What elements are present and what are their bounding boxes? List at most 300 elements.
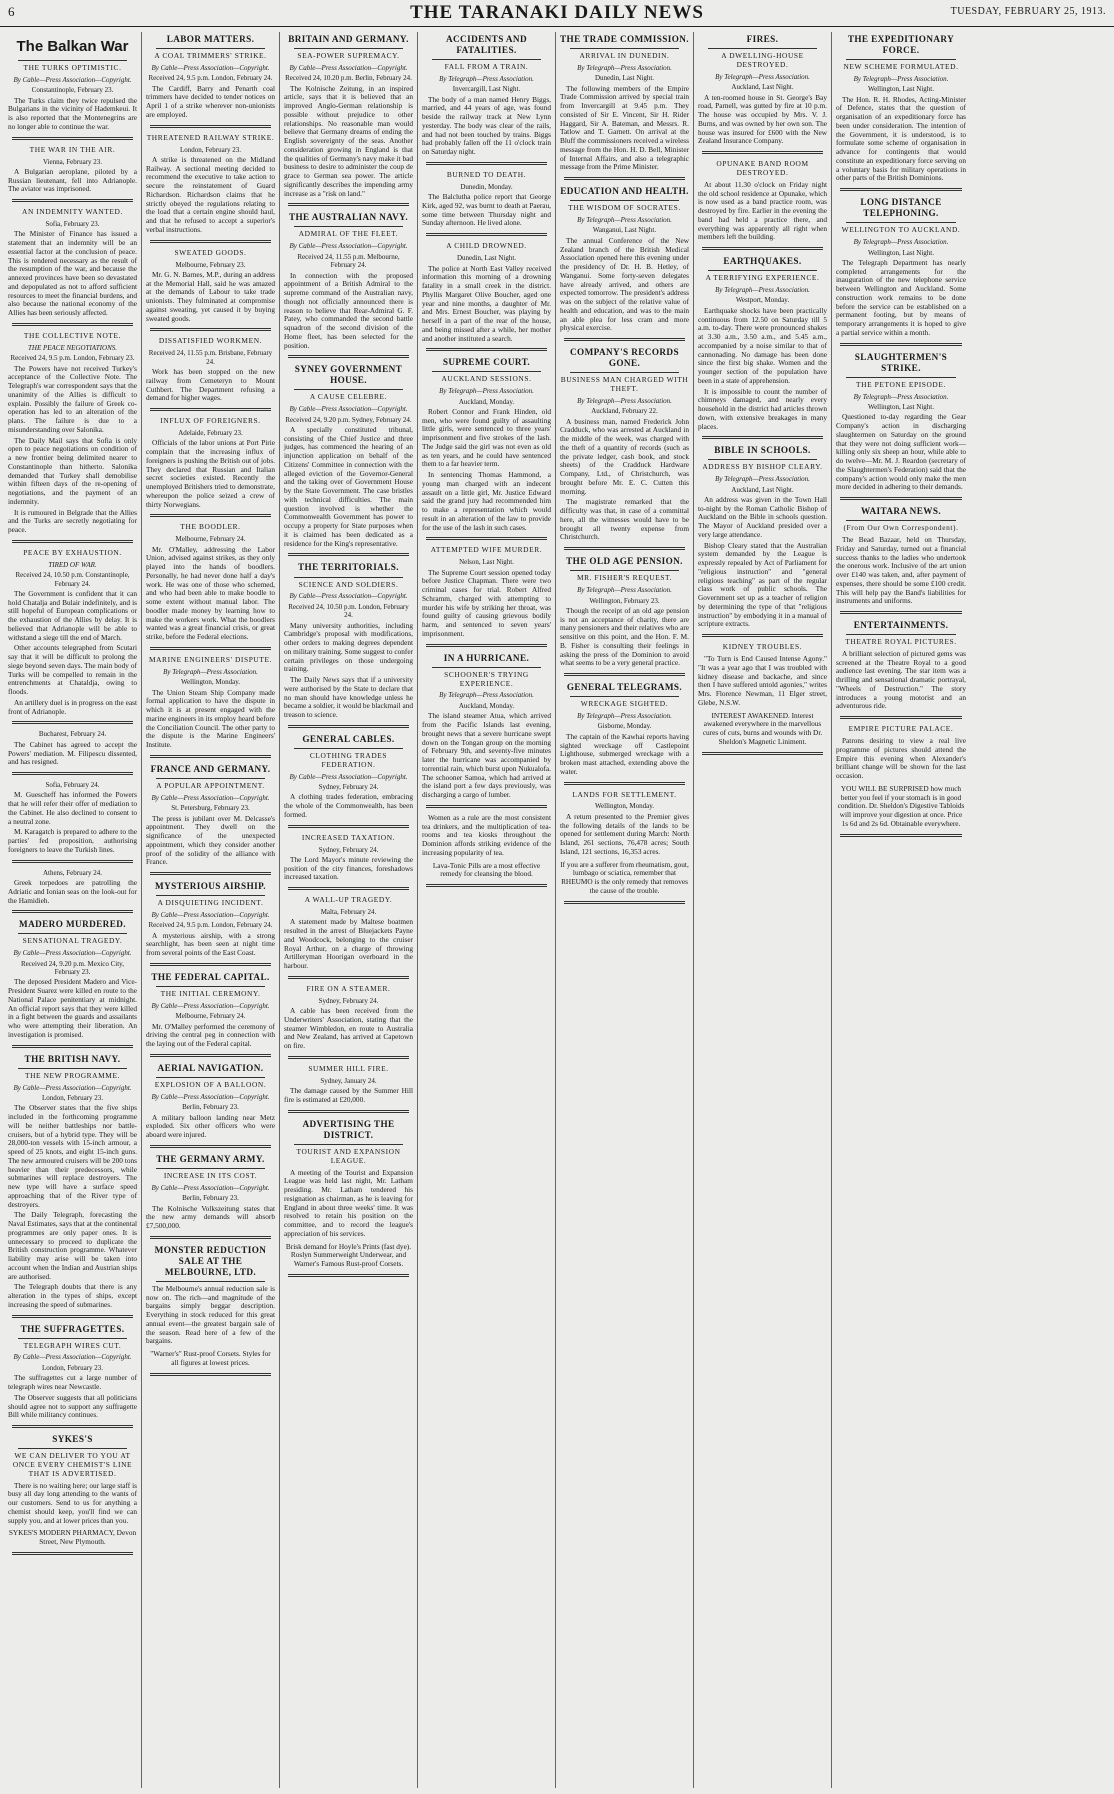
- article: [422, 34, 551, 165]
- article: [146, 134, 275, 243]
- article-paragraph: The Melbourne's annual reduction sale is now on. The rich—and magnitude of the bargains simply beggar description. Everything in stock reduced for this great annual event—the greatest bargain sale of the season. Read here of a few of the bargains.: [146, 1283, 275, 1346]
- article: [422, 242, 551, 351]
- article-paragraph: Mr. O'Malley performed the ceremony of driving the central peg in connection with the laying out of the Federal capital.: [146, 1021, 275, 1049]
- article-separator: [702, 151, 823, 154]
- byline: TIRED OF WAR.: [48, 560, 97, 569]
- article-paragraph: The Minister of Finance has issued a statement that an indemnity will be an essential factor at the conclusion of peace. This is rendered necessary as the result of the resumption of the war, and because the annexed provinces have been so devastated and depopulated as not to afford sufficient resources to meet the financial burdens, and also because the national economy of the Allies has been seriously affected.: [8, 229, 137, 318]
- article-paragraph: "To Turn is End Caused Intense Agony." "It was a year ago that I was troubled with kidney disease and backache, and since then I have suffered untold agonies," writes Mrs. Florence Newman, 11 Elger street, Glebe, N.S.W.: [698, 654, 827, 707]
- article-separator: [12, 772, 133, 775]
- dateline: Auckland, Monday.: [458, 397, 515, 406]
- article-paragraph: In sentencing Thomas Hammond, a young man charged with an indecent assault on a little girl, Mr. Justice Edward said the grand jury had recommended him to make a representation which would result in an alteration of the law to provide for the use of the lash in such cases.: [422, 470, 551, 532]
- dateline: Auckland, Last Night.: [731, 83, 794, 92]
- article-separator: [12, 910, 133, 913]
- byline: By Cable—Press Association—Copyright.: [13, 75, 132, 84]
- article-subheading: FIRE ON A STEAMER.: [306, 983, 391, 993]
- article-paragraph: The Observer states that the five ships included in the forthcoming programme will be neither battleships nor battle-cruisers, but of a hybrid type. They will be 28,000-ton vessels with 15-inch armour, a speed of 25 knots, and eight 15-inch guns. The new armoured cruisers will be 200 tons heavier than their predecessors, while submarines will replace destroyers. The new type will have a surface speed approaching that of the River type of destroyers.: [8, 1103, 137, 1209]
- article-paragraph: The Daily Telegraph, forecasting the Naval Estimates, says that at the continental programmes are only paper ones. It is unnecessary to proceed to duplicate the British construction programme. Whatever liability may arise will be taken into account when the Indian and Austrian ships are authorised.: [8, 1210, 137, 1281]
- article-separator: [12, 1425, 133, 1428]
- article-paragraph: Mr. G. N. Barnes, M.P., during an address at the Memorial Hall, said he was amazed at the demands of Labour to take trade unionists. They fulminated at compromise against sweating, yet caused it by buying sweated goods.: [146, 269, 275, 323]
- article-separator: [150, 1145, 271, 1148]
- article-paragraph: The magistrate remarked that the difficulty was that, in case of a committal here, all the witnesses would have to be brought all twenty expense from Christchurch.: [560, 497, 689, 542]
- article-paragraph: The police at North East Valley received information this morning of a drowning fatality in a small creek in the district. Phyllis Margaret Olive Boucher, aged one year and nine months, a daughter of Mr. and Mrs. Ernest Boucher, was playing by herself in a part of the rear of the house, and being missed after a while, her mother and another instituted a search.: [422, 263, 551, 343]
- article-subheading: THEATRE ROYAL PICTURES.: [845, 637, 957, 647]
- dateline: Berlin, February 23.: [182, 1103, 239, 1112]
- article-subheading: TELEGRAPH WIRES CUT.: [23, 1340, 122, 1350]
- byline: By Cable—Press Association—Copyright.: [13, 1083, 132, 1092]
- dateline: Received 24, 10.20 p.m. Berlin, February 24.: [285, 74, 412, 83]
- article-separator: [702, 436, 823, 439]
- article-paragraph: The damage caused by the Summer Hill fire is estimated at £20,000.: [284, 1086, 413, 1104]
- article-separator: [12, 540, 133, 543]
- article-paragraph: The deposed President Madero and Vice-President Suarez were killed en route to the National Palace penitentiary at midnight. An official report says that they were killed in a fight between the guards and assailants who were attempting their liberation. An investigation is promised.: [8, 977, 137, 1039]
- article-headline: ACCIDENTS AND FATALITIES.: [445, 34, 527, 56]
- article-headline: ENTERTAINMENTS.: [853, 620, 949, 631]
- article-headline: COMPANY'S RECORDS GONE.: [570, 347, 679, 369]
- article-subheading: EXPLOSION OF A BALLOON.: [154, 1079, 267, 1089]
- article: [146, 1154, 275, 1239]
- article: [560, 34, 689, 180]
- article-headline: FRANCE AND GERMANY.: [150, 763, 271, 774]
- article-subheading: BUSINESS MAN CHARGED WITH THEFT.: [560, 375, 689, 394]
- article-subheading: THE BOODLER.: [180, 522, 241, 532]
- article: [8, 781, 137, 863]
- article-separator: [564, 547, 685, 550]
- article-separator: [12, 137, 133, 140]
- article-headline: THE TRADE COMMISSION.: [560, 34, 689, 44]
- byline: By Cable—Press Association—Copyright.: [151, 1183, 270, 1192]
- byline: By Cable—Press Association—Copyright.: [289, 772, 408, 781]
- article: [698, 34, 827, 154]
- article-paragraph: M. Guescheff has informed the Powers that he will refer their offer of mediation to the Cabinet. He also declined to consent to a neutral zone.: [8, 790, 137, 826]
- newspaper-columns: [4, 32, 1110, 1788]
- dateline: Sydney, January 24.: [320, 1076, 377, 1085]
- dateline: Wanganui, Last Night.: [592, 226, 657, 235]
- article-separator: [288, 203, 409, 206]
- article: [8, 549, 137, 725]
- article-separator: [150, 408, 271, 411]
- article-paragraph: An artillery duel is in progress on the east front of Adrianople.: [8, 697, 137, 716]
- article: [8, 730, 137, 775]
- article-separator: [702, 247, 823, 250]
- advertisement-text: INTEREST AWAKENED. Interest awakened everywhere in the marvellous cures of cuts, burns and wounds with Dr. Sheldon's Magnetic Liniment.: [702, 710, 823, 746]
- article-subheading: INFLUX OF FOREIGNERS.: [160, 416, 261, 426]
- article: [8, 1434, 137, 1555]
- byline: By Cable—Press Association—Copyright.: [151, 1001, 270, 1010]
- article-subheading: ADMIRAL OF THE FLEET.: [298, 229, 399, 239]
- article-subheading: MARINE ENGINEERS' DISPUTE.: [148, 654, 273, 664]
- dateline: Melbourne, February 24.: [175, 1012, 246, 1021]
- dateline: Sydney, February 24.: [318, 845, 379, 854]
- article-separator: [288, 1056, 409, 1059]
- advertisement-text: Lava-Tonic Pills are a most effective remedy for cleansing the blood.: [432, 860, 541, 879]
- article-headline: MADERO MURDERED.: [19, 919, 126, 930]
- article-paragraph: An address was given in the Town Hall to-night by the Roman Catholic Bishop of Auckland on the Bible in schools question. The Mayor of Auckland presided over a very large attendance.: [698, 494, 827, 539]
- article-subheading: A TERRIFYING EXPERIENCE.: [705, 273, 820, 283]
- article-paragraph: Women as a rule are the most consistent tea drinkers, and the multiplication of tea-rooms and tea kiosks throughout the Dominion affords striking evidence of the increasing popularity of tea.: [422, 812, 551, 857]
- article: [8, 1324, 137, 1428]
- dateline: Berlin, February 23.: [182, 1194, 239, 1203]
- article: [8, 919, 137, 1047]
- article-headline: THE AUSTRALIAN NAVY.: [288, 212, 409, 223]
- dateline: Sofia, February 23.: [45, 220, 100, 229]
- article-separator: [564, 338, 685, 341]
- dateline: Wellington, Last Night.: [868, 85, 934, 94]
- dateline: London, February 23.: [41, 1363, 104, 1372]
- article-paragraph: The Government is confident that it can hold Chatalja and Bulair indefinitely, and is still hopeful of European complications or the exhaustion of the Allies by delay. It is believed that Adrianople will be able to withstand a siege till the end of March.: [8, 588, 137, 642]
- article: [560, 556, 689, 676]
- divider: [294, 1144, 403, 1145]
- advertisement-text: "Warner's" Rust-proof Corsets. Styles for all figures at lowest prices.: [150, 1349, 271, 1367]
- article: [836, 197, 966, 345]
- article-headline: THE EXPEDITIONARY FORCE.: [847, 34, 955, 56]
- article-headline: MYSTERIOUS AIRSHIP.: [155, 881, 266, 891]
- article-separator: [426, 537, 547, 540]
- article-paragraph: The Cabinet has agreed to accept the Powers' mediation. M. Filipescu dissented, and has resigned.: [8, 739, 137, 767]
- column-3: [280, 32, 418, 1788]
- article-paragraph: A cable has been received from the Underwriters' Association, stating that the steamer Wimbledon, en route to Australia and New Zealand, has arrived at Capetown on fire.: [284, 1006, 413, 1051]
- article-headline: THE SUFFRAGETTES.: [20, 1323, 125, 1334]
- article-paragraph: The Kolnische Zeitung, in an inspired article, says that it is believed that an improved Anglo-German relationship is possible without prejudice to other relationships. No reasonable man would believe that Germany dreams of ending the English sovereignty of the seas. Another consideration growing in England is that the qualities of Germany's navy make it bad business to desire to administer the coup de grace to German sea power. The article significantly describes the impending army increase as a "risk on land.": [284, 83, 413, 198]
- article: [422, 171, 551, 236]
- article-subheading: PEACE BY EXHAUSTION.: [23, 547, 122, 557]
- byline: By Telegraph—Press Association.: [577, 396, 672, 405]
- article-subheading: WELLINGTON TO AUCKLAND.: [841, 225, 961, 235]
- article-subheading: SENSATIONAL TRAGEDY.: [22, 936, 123, 946]
- article-headline: AERIAL NAVIGATION.: [157, 1062, 264, 1073]
- article: [422, 357, 551, 540]
- article-separator: [12, 860, 133, 863]
- article-headline: SUPREME COURT.: [442, 357, 531, 368]
- article-separator: [426, 233, 547, 236]
- article: [146, 249, 275, 332]
- article: [146, 881, 275, 966]
- article-headline: The Balkan War: [16, 38, 129, 55]
- article-separator: [840, 343, 962, 346]
- article-paragraph: A return presented to the Premier gives the following details of the lands to be opened for settlement during March: North Island, 261 sections, 76,478 acres; South Island, 121 sections, 16,353 acres.: [560, 811, 689, 856]
- article-subheading: SEA-POWER SUPREMACY.: [297, 51, 400, 61]
- article-separator: [564, 782, 685, 785]
- article-headline: EARTHQUAKES.: [723, 256, 802, 267]
- article-subheading: KIDNEY TROUBLES.: [722, 642, 803, 652]
- article-paragraph: Greek torpedoes are patrolling the Adriatic and Ionian seas on the look-out for the Hamidieh.: [8, 878, 137, 905]
- column-2: [142, 32, 280, 1788]
- divider: [156, 48, 265, 49]
- article: [284, 562, 413, 727]
- article-subheading: BURNED TO DEATH.: [446, 169, 527, 179]
- article-separator: [288, 1274, 409, 1277]
- divider: [18, 1068, 127, 1069]
- article-headline: LONG DISTANCE TELEPHONING.: [860, 197, 942, 219]
- article: [284, 834, 413, 891]
- article-paragraph: Patrons desiring to view a real live programme of pictures should attend the Empire this evening when Alexander's brilliant change will be shown for the last occasion.: [836, 736, 966, 781]
- article-separator: [288, 887, 409, 890]
- article-headline: BIBLE IN SCHOOLS.: [714, 445, 811, 456]
- byline: By Telegraph—Press Association.: [577, 216, 672, 225]
- article-subheading: SUMMER HILL FIRE.: [308, 1063, 389, 1073]
- dateline: Received 24, 11.55 p.m. Brisbane, February 24.: [148, 349, 273, 366]
- issue-date: TUESDAY, FEBRUARY 25, 1913.: [950, 6, 1106, 17]
- article-subheading: A COAL TRIMMERS' STRIKE.: [154, 51, 267, 61]
- divider: [294, 389, 403, 390]
- article-separator: [150, 125, 271, 128]
- article-paragraph: A meeting of the Tourist and Expansion League was held last night, Mr. Latham presiding. Mr. Latham tendered his resignation as chairman, as he is leaving for England in about three weeks' time. It was resolved to retain his position on the committee, and to record the league's appreciation of his services.: [284, 1167, 413, 1238]
- article-headline: THE TERRITORIALS.: [298, 562, 399, 573]
- article-headline: THE OLD AGE PENSION.: [566, 556, 683, 567]
- article-paragraph: The annual Conference of the New Zealand branch of the British Medical Association opened here this evening under the presidency of Dr. H. B. Hetley, of Wanganui. Some forty-seven delegates have already arrived, and others are expected tomorrow. The president's address was on the subject of the relative value of health and education, and was to the main an able plea for less cram and more physical exercise.: [560, 235, 689, 333]
- article: [422, 814, 551, 887]
- article: [146, 34, 275, 128]
- article: [560, 682, 689, 784]
- article-subheading: FALL FROM A TRAIN.: [444, 62, 529, 72]
- dateline: Melbourne, February 24.: [175, 535, 246, 544]
- article-paragraph: Other accounts telegraphed from Scutari say that it will be difficult to prolong the siege beyond seven days. The main body of Turks will be compelled to remain in the entrenchments at Chataldja, owing to floods.: [8, 643, 137, 697]
- article-subheading: INCREASE IN ITS COST.: [163, 1170, 258, 1180]
- article-paragraph: The Cardiff, Barry and Penarth coal trimmers have decided to tender notices on April 1 of a strike wherever non-unionists are employed.: [146, 83, 275, 119]
- dateline: Dunedin, Last Night.: [456, 254, 517, 263]
- article-separator: [150, 647, 271, 650]
- article: [284, 212, 413, 358]
- article-subheading: THE WAR IN THE AIR.: [29, 144, 116, 154]
- dateline: Wellington, February 23.: [589, 596, 660, 605]
- dateline: Wellington, Last Night.: [868, 403, 934, 412]
- column-1: [4, 32, 142, 1788]
- article: [698, 445, 827, 637]
- dateline: Gisborne, Monday.: [597, 722, 652, 731]
- article-paragraph: A specially constituted tribunal, consisting of the Chief Justice and three judges, has commenced the hearing of an injunction application on behalf of the Citizens' Committee in connection with the alleged eviction of the Governor-General and the taking over of Government House by the State Government. The case bristles with technical difficulties. The main question involved is whether the Commonwealth Government has power to occupy a property for State purposes when it is claimed has been dedicated as a residence for the King's representative.: [284, 424, 413, 548]
- byline: By Telegraph—Press Association.: [715, 475, 810, 484]
- article-subheading: SCIENCE AND SOLDIERS.: [298, 579, 399, 589]
- article-subheading: THE INITIAL CEREMONY.: [160, 988, 261, 998]
- article-subheading: SWEATED GOODS.: [174, 247, 247, 257]
- byline: By Telegraph—Press Association.: [853, 74, 949, 83]
- article-separator: [840, 497, 962, 500]
- article-subheading: MR. FISHER'S REQUEST.: [576, 573, 673, 583]
- dateline: St. Petersburg, February 23.: [171, 804, 250, 813]
- article-paragraph: The Daily Mail says that Sofia is only open to peace negotiations on condition of a new frontier being delimited nearer to Constantinople than hitherto. Salonika demanded that Turkey shall demobilise within fifteen days of the re-opening of negotiations, and the payment of an indemnity.: [8, 435, 137, 506]
- page-number: 6: [8, 4, 15, 19]
- article-paragraph: The Telegraph Department has nearly completed arrangements for the inauguration of the new telephone service between Wellington and Auckland. Some construction work remains to be done before the service can be established on a permanent footing, but by means of temporary arrangements it is hoped to give a partial service within a month.: [836, 257, 966, 337]
- article-headline: SLAUGHTERMEN'S STRIKE.: [854, 351, 948, 373]
- article-paragraph: A Bulgarian aeroplane, piloted by a Russian lieutenant, fell into Adrianople. The aviator was imprisoned.: [8, 166, 137, 194]
- dateline: Received 24, 9.5 p.m. London, February 23.: [10, 354, 135, 363]
- article-paragraph: The Telegraph doubts that there is any alteration in the types of ships, except increasing the speed of submarines.: [8, 1282, 137, 1309]
- article-paragraph: The Hon. R. H. Rhodes, Acting-Minister of Defence, states that the question of organisation of an expeditionary force has been under consideration. The intention of the Government, it is understood, is to formulate some scheme of organisation in advance for contingents that would constitute an expeditionary force serving on a voluntary basis for military operations in other parts of the British Dominions.: [836, 94, 966, 183]
- article-subheading: THE PETONE EPISODE.: [856, 379, 946, 389]
- divider: [570, 48, 679, 49]
- article: [284, 1119, 413, 1277]
- divider: [156, 1281, 265, 1282]
- article-paragraph: There is no waiting here; our large staff is busy all day long attending to the wants of our customers. Send to us for anything a chemist should keep, you'll find we can supply you, and at lower prices than you.: [8, 1480, 137, 1525]
- dateline: Malta, February 24.: [320, 908, 377, 917]
- article-separator: [288, 1110, 409, 1113]
- byline: By Telegraph—Press Association.: [577, 586, 672, 595]
- divider: [156, 1077, 265, 1078]
- article: [698, 643, 827, 754]
- article-paragraph: M. Karagatch is prepared to adhere to the parties' fed proposition, authorising foreigners to leave the Turkish lines.: [8, 827, 137, 854]
- article-paragraph: A clothing trades federation, embracing the whole of the Commonwealth, has been formed.: [284, 792, 413, 819]
- byline: By Telegraph—Press Association.: [577, 712, 672, 721]
- divider: [294, 226, 403, 227]
- divider: [18, 1448, 127, 1449]
- article-subheading: NEW SCHEME FORMULATED.: [843, 62, 959, 72]
- byline: By Cable—Press Association—Copyright.: [151, 910, 270, 919]
- article-separator: [288, 825, 409, 828]
- article: [284, 734, 413, 828]
- masthead: THE TARANAKI DAILY NEWS: [410, 2, 704, 23]
- article-paragraph: The press is jubilant over M. Delcasse's appointment. They dwell on the significance of the unexpected appointment, which they consider another proof of the solidity of the alliance with France.: [146, 813, 275, 867]
- article-paragraph: The Turks claim they twice repulsed the Bulgarians in the vicinity of Hademkeui. It is also reported that the Montenegrins are no longer able to continue the war.: [8, 95, 137, 131]
- article-paragraph: Questioned to-day regarding the Gear Company's action in discharging slaughtermen on Saturday on the ground that they were not doing sufficient work—killing only six sheep an hour, while able to do twelve—Mr. M. J. Reardon (secretary of the Slaughtermen's Federation) said that the company's action would only make the men more decided in adhering to their demands.: [836, 412, 966, 492]
- article-headline: GENERAL TELEGRAMS.: [566, 682, 683, 693]
- article: [146, 656, 275, 758]
- dateline: Received 24, 10.50 p.m. Constantinople, February 24.: [15, 571, 130, 588]
- article-subheading: THE COLLECTIVE NOTE.: [23, 330, 122, 340]
- article-paragraph: A military balloon landing near Metz exploded. Six other officers who were aboard were injured.: [146, 1112, 275, 1140]
- dateline: Adelaide, February 23.: [178, 429, 243, 437]
- article-separator: [12, 1045, 133, 1048]
- dateline: Dunedin, Monday.: [460, 182, 513, 191]
- article: [8, 208, 137, 326]
- dateline: Auckland, February 22.: [591, 407, 658, 416]
- byline: By Cable—Press Association—Copyright.: [289, 592, 408, 601]
- dateline: Bucharest, February 24.: [38, 730, 107, 739]
- article: [8, 146, 137, 203]
- article-paragraph: The Bead Bazaar, held on Thursday, Friday and Saturday, turned out a financial success thanks to the ladies who undertook the onerous work. Inclusive of the art union over £140 was taken, and, after payment of expenses, there should be some £100 credit. This will help pay the Band's liabilities for instruments and uniforms.: [836, 535, 966, 606]
- dateline: Nelson, Last Night.: [459, 558, 514, 567]
- byline: By Cable—Press Association—Copyright.: [289, 405, 408, 414]
- article-paragraph: A ten-roomed house in St. George's Bay road, Parnell, was gutted by fire at 10 p.m. The house was occupied by Mrs. V. J. Burns, and was owned by her own son. The house was insured for £600 with the New Zealand Insurance Company.: [698, 92, 827, 146]
- article-separator: [12, 1315, 133, 1318]
- dateline: Wellington, Monday.: [180, 678, 241, 687]
- dateline: Melbourne, February 23.: [175, 260, 246, 269]
- article-headline: SYKES'S: [52, 1434, 93, 1445]
- article-separator: [840, 188, 962, 191]
- article-separator: [426, 644, 547, 647]
- byline: By Telegraph—Press Association.: [163, 667, 258, 676]
- article-paragraph: Earthquake shocks have been practically continuous from 12.50 on Saturday till 5 a.m. to-day. There were pronounced shakes at 3.30 a.m., 3.50 a.m., and 5.45 a.m., accompanied by a noise similar to that of cannonading. No damage has been done since the first big shake. Women and the younger section of the population have been in a state of apprehension.: [698, 305, 827, 385]
- advertisement-text: SYKES'S MODERN PHARMACY, Devon Street, New Plymouth.: [8, 1528, 137, 1547]
- article-paragraph: Many university authorities, including Cambridge's proposal with modifications, other orders to making degrees dependent on military training. Some suggest to confer certain privileges on those undergoing training.: [284, 620, 413, 674]
- article-separator: [840, 716, 962, 719]
- article: [146, 417, 275, 517]
- article-subheading: SCHOONER'S TRYING EXPERIENCE.: [444, 669, 529, 688]
- article-subheading: ATTEMPTED WIFE MURDER.: [430, 545, 543, 555]
- article-separator: [288, 976, 409, 979]
- dateline: Received 24, 9.20 p.m. Mexico City, February 23.: [21, 959, 124, 976]
- divider: [18, 1338, 127, 1339]
- article-headline: SYNEY GOVERNMENT HOUSE.: [294, 364, 403, 386]
- article-paragraph: It is impossible to count the number of chimneys damaged, and nearly every household in the district had articles thrown down, with extensive breakages in many places.: [698, 386, 827, 431]
- article-separator: [564, 673, 685, 676]
- article-separator: [840, 834, 962, 837]
- byline: By Cable—Press Association—Copyright.: [289, 63, 408, 72]
- article-subheading: THE TURKS OPTIMISTIC.: [23, 63, 122, 72]
- article-paragraph: The Balclutha police report that George Kirk, aged 92, was burnt to death at Paerau, some time between Thursday night and Sunday afternoon. He lived alone.: [422, 192, 551, 228]
- dateline: Westport, Monday.: [735, 296, 790, 305]
- column-7: [832, 32, 970, 1788]
- dateline: Auckland, Monday.: [458, 701, 515, 710]
- article-separator: [150, 1236, 271, 1239]
- byline: By Cable—Press Association—Copyright.: [13, 949, 132, 958]
- dateline: Sofia, February 24.: [45, 781, 100, 790]
- page-header: [0, 0, 1114, 27]
- article-separator: [12, 323, 133, 326]
- divider: [570, 570, 679, 571]
- divider: [846, 634, 956, 635]
- article-paragraph: A business man, named Frederick John Cradduck, who was arrested at Auckland in the middle of the week, was charged with the theft of a quantity of records (such as the private ledger, cash book, and stock sheets) of the Cradduck Hardware Company, Ltd., of Christchurch, was brought before Mr. E. C. Cutten this morning.: [560, 416, 689, 496]
- article-separator: [564, 901, 685, 904]
- article-subheading: A POPULAR APPOINTMENT.: [156, 780, 265, 790]
- article: [8, 1054, 137, 1318]
- article: [698, 256, 827, 439]
- byline: By Telegraph—Press Association.: [439, 691, 534, 700]
- byline: THE PEACE NEGOTIATIONS.: [28, 343, 117, 352]
- byline: By Telegraph—Press Association.: [439, 74, 534, 83]
- article-headline: THE FEDERAL CAPITAL.: [151, 971, 270, 982]
- article: [284, 364, 413, 556]
- article-subheading: A CAUSE CELEBRE.: [309, 392, 388, 402]
- article-subheading: A CHILD DROWNED.: [446, 241, 527, 251]
- article-paragraph: The Daily News says that if a university were authorised by the State to declare that no man should have knowledge unless he became a soldier, it would be blackmail and treason to science.: [284, 675, 413, 720]
- divider: [708, 459, 817, 460]
- article-paragraph: A statement made by Maltese boatmen resulted in the arrest of Bluejackets Payne and Woodcock, belonging to the cruiser Royal Arthur, on a charge of throwing Artilleryman Hoorigan overboard in the harbour.: [284, 917, 413, 971]
- byline: By Cable—Press Association—Copyright.: [13, 1353, 132, 1362]
- article-separator: [150, 872, 271, 875]
- dateline: Vienna, February 23.: [42, 157, 103, 166]
- divider: [18, 933, 127, 934]
- article-headline: GENERAL CABLES.: [302, 733, 395, 744]
- article: [836, 34, 966, 191]
- article-separator: [426, 348, 547, 351]
- divider: [294, 577, 403, 578]
- article-subheading: WE CAN DELIVER TO YOU AT ONCE EVERY CHEMIST'S LINE THAT IS ADVERTISED.: [12, 1451, 133, 1478]
- article-separator: [150, 1373, 271, 1376]
- divider: [294, 748, 403, 749]
- byline: By Cable—Press Association—Copyright.: [151, 63, 270, 72]
- article: [284, 1065, 413, 1113]
- divider: [846, 59, 956, 60]
- column-4: [418, 32, 556, 1788]
- article-subheading: AUCKLAND SESSIONS.: [441, 374, 532, 384]
- dateline: London, February 23.: [41, 1093, 104, 1102]
- article-separator: [150, 755, 271, 758]
- divider: [570, 372, 679, 373]
- divider: [18, 60, 127, 61]
- article-subheading: (From Our Own Correspondent).: [843, 523, 959, 533]
- article-paragraph: The Powers have not received Turkey's acceptance of the Collective Note. The Telegraph's war correspondent says that the unanimity of the Allies is difficult to explain. Possibly the failure of Greek co-operation has led to an alteration of the plans. The failure is due to a misunderstanding over Salonika.: [8, 363, 137, 434]
- article-subheading: TOURIST AND EXPANSION LEAGUE.: [296, 1146, 401, 1165]
- article-paragraph: It is rumoured in Belgrade that the Allies and the Turks are secretly negotiating for peace.: [8, 507, 137, 535]
- divider: [432, 59, 541, 60]
- article: [836, 620, 966, 719]
- divider: [432, 667, 541, 668]
- article-separator: [288, 355, 409, 358]
- dateline: Sydney, February 24.: [318, 782, 379, 791]
- article-subheading: CLOTHING TRADES FEDERATION.: [309, 750, 388, 769]
- article-subheading: THREATENED RAILWAY STRIKE.: [146, 132, 275, 142]
- divider: [294, 48, 403, 49]
- dateline: Received 24, 10.50 p.m. London, February 24.: [288, 602, 409, 620]
- dateline: London, February 23.: [179, 145, 242, 154]
- article-separator: [564, 177, 685, 180]
- article-paragraph: The Supreme Court session opened today before Justice Chapman. There were two criminal cases for trial. Robert Alfred Schramm, charged with attempting to murder his wife by striking her throat, was found guilty of causing grievous bodily harm, and sentenced to seven years' imprisonment.: [422, 567, 551, 638]
- article-subheading: A DISQUIETING INCIDENT.: [157, 898, 264, 908]
- article-subheading: THE NEW PROGRAMME.: [24, 1070, 121, 1080]
- article-headline: THE GERMANY ARMY.: [156, 1153, 265, 1164]
- divider: [156, 778, 265, 779]
- dateline: Dunedin, Last Night.: [594, 74, 655, 83]
- article-paragraph: Robert Connor and Frank Hinden, old men, who were found guilty of assaulting little girls, were sentenced to three years' imprisonment and five strokes of the lash. The Judge said the girl was not even as old as ten years, and he could have sentenced them to a far heavier term.: [422, 406, 551, 469]
